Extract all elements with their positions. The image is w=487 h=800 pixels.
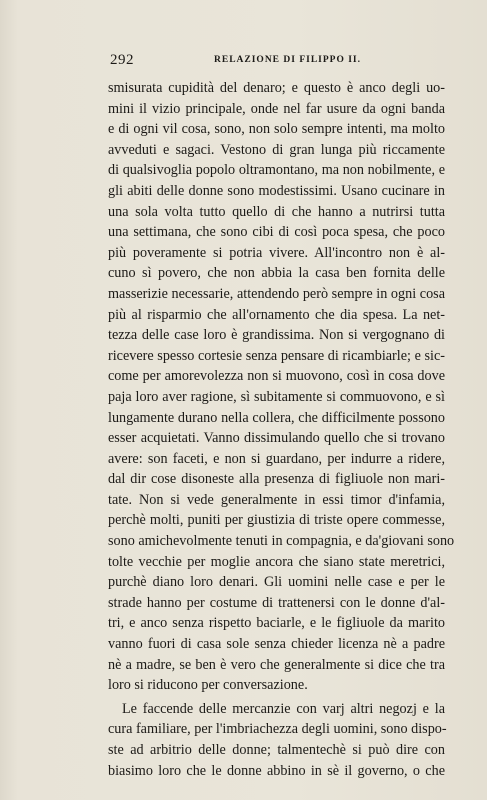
text-line: ricevere spesso cortesie senza pensare di ricambiarle; e sic- [108, 347, 445, 364]
text-line: tezza delle case loro è grandissima. Non si vergognano di [108, 327, 445, 344]
text-line: una settimana, che sono cibi di così poca spesa, che poco [108, 224, 445, 241]
text-line: paja loro aver ragione, sì subitamente si commuovono, e sì [108, 388, 445, 405]
paragraph-2 [108, 699, 445, 781]
text-line: ste ad arbitrio delle donne; talmentechè si può dire con [108, 742, 445, 758]
text-line: di qualsivoglia popolo oltramontano, ma non nobilmente, e [108, 162, 445, 179]
text-line: cuno sì povero, che non abbia la casa ben fornita delle [108, 265, 445, 282]
text-line: tate. Non si vede generalmente in essi timor d'infamia, [108, 491, 445, 508]
text-line: vanno fuori di casa sole senza chieder licenza nè a padre [108, 636, 445, 653]
text-line: sono amichevolmente tenuti in compagnia, e da'giovani sono [108, 533, 455, 550]
text-line: strade hanno per costume di trattenersi con le donne d'al- [108, 594, 445, 611]
text-line: dal dir cose disoneste alla presenza di figliuole non mari- [108, 471, 445, 488]
page-number: 292 [110, 52, 134, 68]
text-line: smisurata cupidità del denaro; e questo è anco degli uo- [108, 80, 445, 96]
text-line: purchè diano loro denari. Gli uomini nelle case e per le [108, 574, 445, 591]
text-line: loro si riducono per conversazione. [108, 677, 308, 694]
text-line: e di ogni vil cosa, sono, non solo sempre intenti, ma molto [108, 121, 445, 138]
text-line: perchè molti, puniti per giustizia di triste opere commesse, [108, 512, 445, 529]
text-line: cura familiare, per l'imbriachezza degli uomini, sono dispo- [108, 721, 447, 738]
text-line: come per amorevolezza non si muovono, così in cosa dove [108, 368, 445, 385]
text-line: più al risparmio che all'ornamento che dia spesa. La net- [108, 306, 445, 323]
page-header [110, 52, 444, 68]
text-line: esser acquietati. Vanno dissimulando quello che si trovano [108, 430, 445, 447]
text-line: mini il vizio principale, onde nel far usure da ogni banda [108, 100, 445, 117]
paragraph-1 [108, 78, 455, 696]
text-line: una sola volta tutto quello di che hanno a nutrirsi tutta [108, 203, 445, 220]
text-line: avere: son faceti, e non si guardano, per indurre a ridere, [108, 450, 445, 467]
text-line: più poveramente si potria vivere. All'incontro non è al- [108, 244, 445, 261]
text-line: gli abiti delle donne sono modestissimi. Usano cucinare in [108, 182, 445, 199]
text-line: masserizie necessarie, attendendo però sempre in ogni cosa [108, 285, 445, 302]
body-text [108, 78, 455, 781]
text-line: lungamente durano nella collera, che difficilmente possono [108, 409, 445, 426]
text-line: tri, e anco senza rispetto baciarle, e le figliuole da marito [108, 615, 445, 632]
text-line: avveduti e sagaci. Vestono di gran lunga più riccamente [108, 141, 445, 158]
text-line: Le faccende delle mercanzie con varj altri negozj e la [122, 700, 445, 717]
text-line: nè a madre, se ben è vero che generalmente si dice che tra [108, 656, 445, 673]
running-head: RELAZIONE DI FILIPPO II. [214, 55, 361, 65]
text-line: tolte vecchie per moglie ancora che siano state meretrici, [108, 553, 445, 570]
text-line: biasimo loro che le donne abbino in sè il governo, o che [108, 762, 445, 779]
